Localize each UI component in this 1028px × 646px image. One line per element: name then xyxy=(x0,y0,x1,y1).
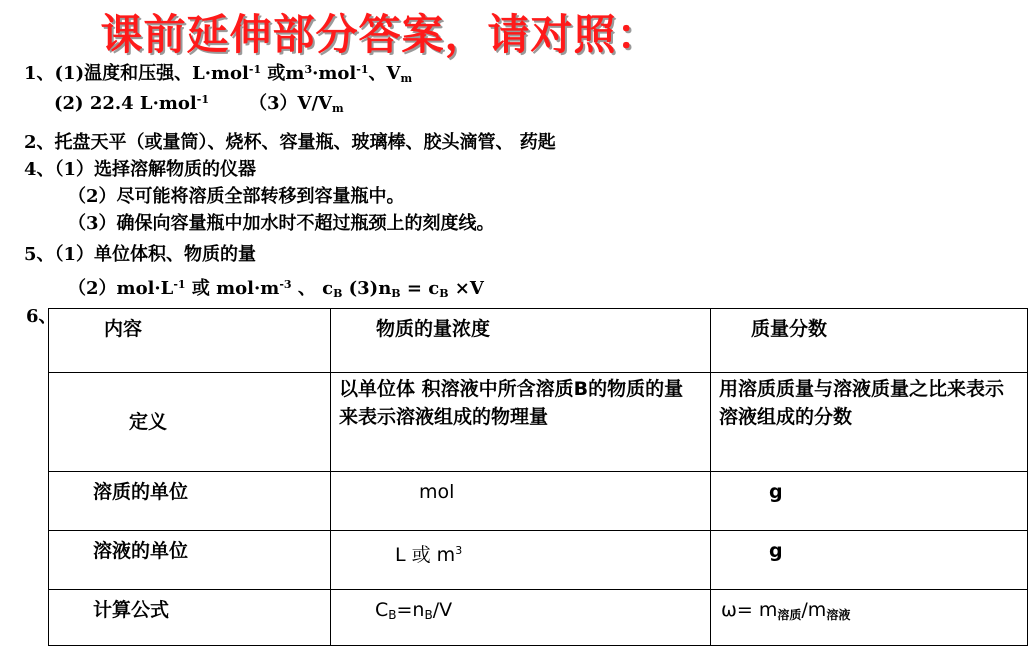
answer-line-6: （3）确保向容量瓶中加水时不超过瓶颈上的刻度线。 xyxy=(68,213,495,234)
cell-solution-unit-mass-fraction: g xyxy=(711,531,1028,590)
page-title: 课前延伸部分答案，请对照： xyxy=(100,10,660,59)
answer-line-7: 5、（1）单位体积、物质的量 xyxy=(24,244,257,265)
row-label-definition: 定义 xyxy=(49,373,331,472)
cell-formula-mass-fraction: $\omega= m_{溶质}/m_{溶液}$ xyxy=(711,590,1028,646)
row-label-formula: 计算公式 xyxy=(49,590,331,646)
answer-line-2: (2) 22.4 L·mol$^{-1}$ $(3)V/V_m$ xyxy=(54,93,344,115)
cell-definition-mass-fraction: 用溶质质量与溶液质量之比来表示溶液组成的分数 xyxy=(711,373,1028,472)
item-6-label: 6、 xyxy=(26,306,57,327)
row-label-solution-unit: 溶液的单位 xyxy=(49,531,331,590)
answer-line-3: 2、托盘天平（或量筒）、烧杯、容量瓶、玻璃棒、胶头滴管、 药匙 xyxy=(24,132,556,153)
cell-solute-unit-mass-fraction: g xyxy=(711,472,1028,531)
header-cell-mass-fraction: 质量分数 xyxy=(711,309,1028,373)
header-cell-content: 内容 xyxy=(49,309,331,373)
cell-solution-unit-molarity: L 或 $m^3$ xyxy=(331,531,711,590)
answer-line-4: 4、（1）选择溶解物质的仪器 xyxy=(24,159,257,180)
row-label-solute-unit: 溶质的单位 xyxy=(49,472,331,531)
answer-line-8: $(2)mol\cdot L^{-1}$ 或 $mol\cdot m^{-3}$ 、 $c_B$ $(3)n_B = c_B \times V$ xyxy=(68,278,484,300)
cell-definition-molarity: 以单位体 积溶液中所含溶质B的物质的量来表示溶液组成的物理量 xyxy=(331,373,711,472)
cell-solute-unit-molarity: mol xyxy=(331,472,711,531)
answer-line-1: 1、(1)温度和压强、L·mol$^{-1}$ 或$m^3\cdot mol^{-1}$、$V_m$ xyxy=(24,63,413,85)
header-cell-molarity: 物质的量浓度 xyxy=(331,309,711,373)
comparison-table xyxy=(48,308,1005,645)
answer-line-5: （2）尽可能将溶质全部转移到容量瓶中。 xyxy=(68,186,405,207)
cell-formula-molarity: $C_B=n_B/V$ xyxy=(331,590,711,646)
